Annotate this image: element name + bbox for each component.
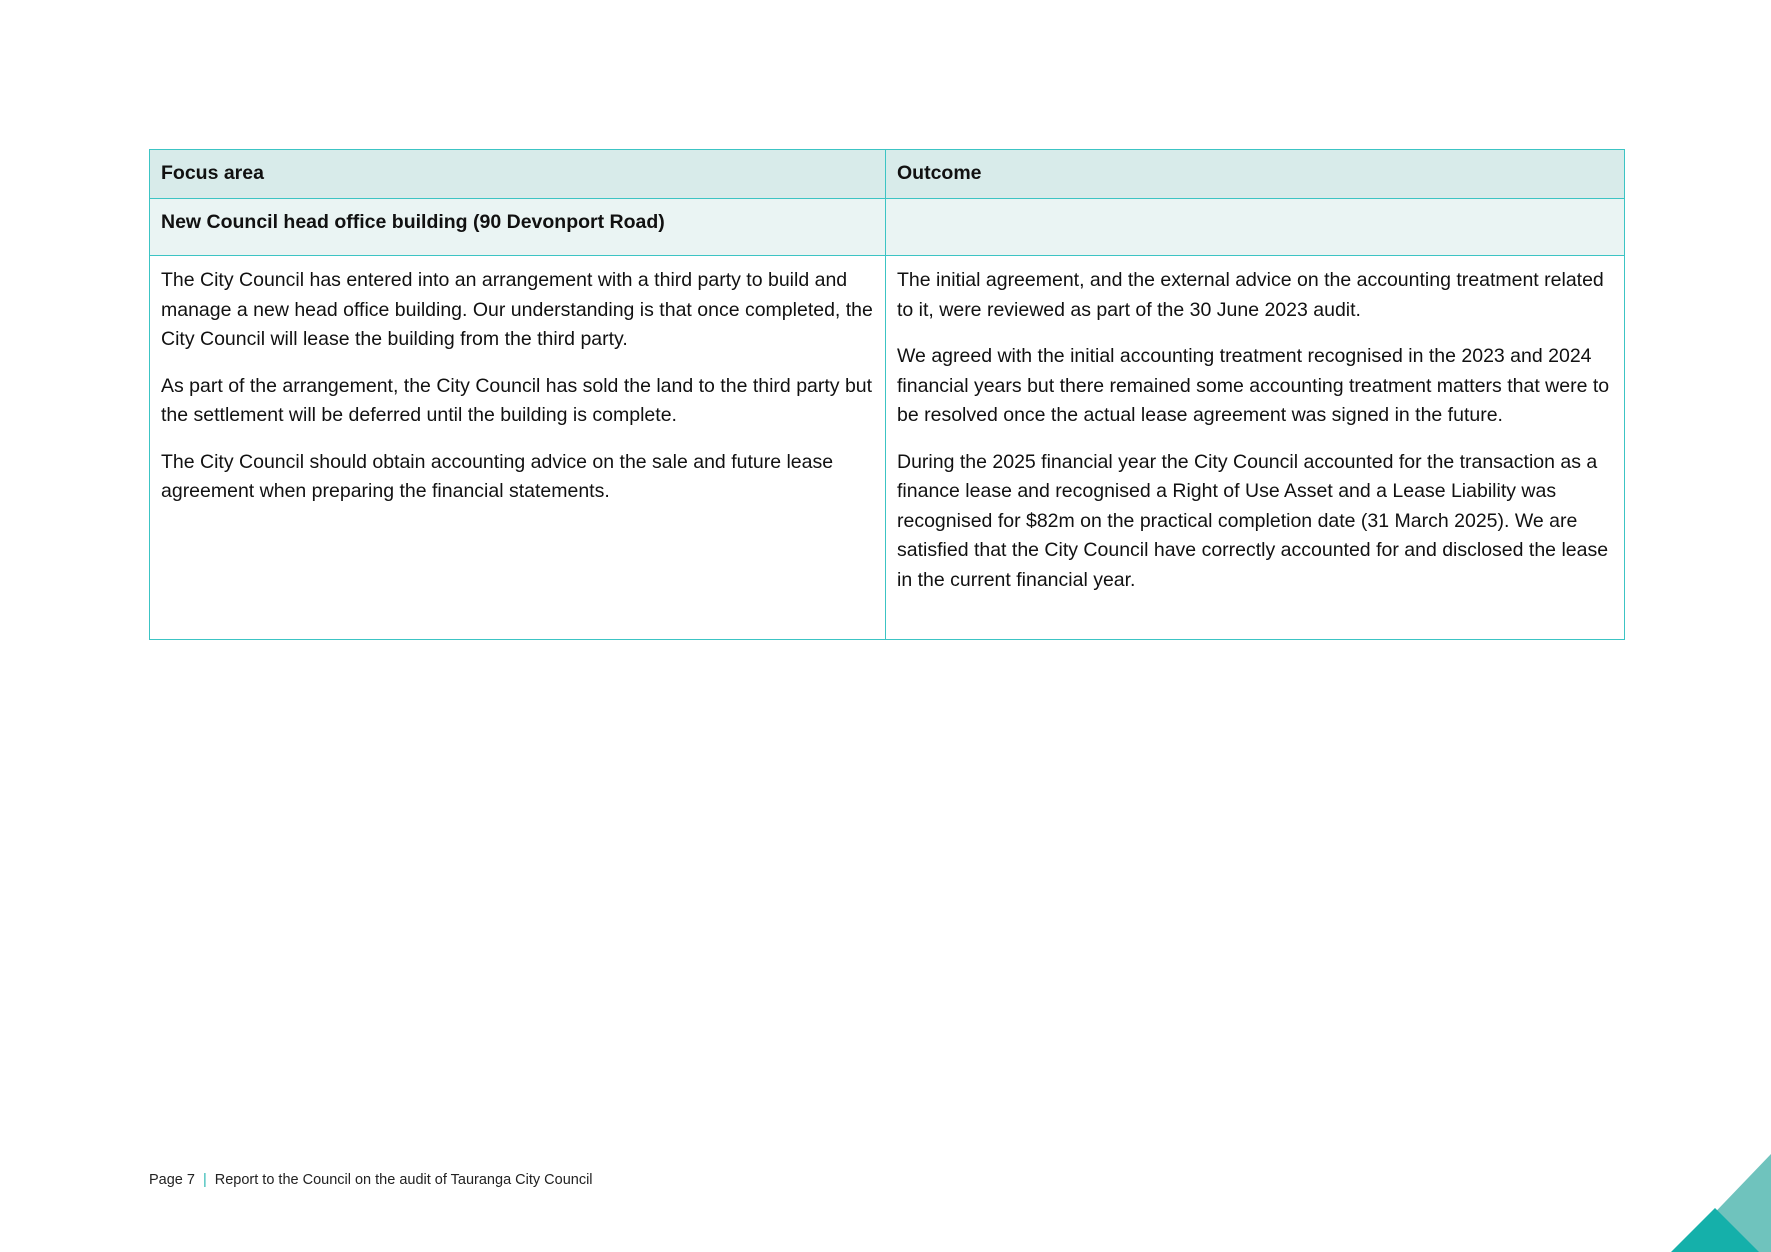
outcome-paragraph: The initial agreement, and the external advice on the accounting treatment related to it, were reviewed as part of the 30 June 2023 audit. — [897, 269, 1604, 321]
section-title: New Council head office building (90 Devonport Road) — [150, 199, 886, 256]
focus-paragraph: As part of the arrangement, the City Council has sold the land to the third party but the settlement will be deferred until the building is complete. — [161, 374, 873, 426]
page-footer — [149, 1172, 593, 1188]
table-header-row — [150, 150, 1625, 199]
focus-area-table — [149, 149, 1625, 640]
report-title: Report to the Council on the audit of Tauranga City Council — [214, 1172, 593, 1188]
corner-decoration-icon — [1671, 1152, 1771, 1252]
outcome-cell — [886, 256, 1625, 640]
outcome-paragraph: During the 2025 financial year the City Council accounted for the transaction as a finance lease and recognised a Right of Use Asset and a Lease Liability was recognised for $82m on the practical completion date (31 March 2025). We are satisfied that the City Council have correctly accounted for and disclosed the lease in the current financial year. — [897, 450, 1609, 591]
table-row — [150, 256, 1625, 640]
focus-paragraph: The City Council should obtain accounting advice on the sale and future lease agreement when preparing the financial statements. — [161, 450, 834, 502]
focus-area-header: Focus area — [150, 150, 886, 199]
section-title-empty-cell — [886, 199, 1625, 256]
outcome-header: Outcome — [886, 150, 1625, 199]
section-title-row — [150, 199, 1625, 256]
footer-separator: | — [202, 1172, 207, 1188]
focus-paragraph: The City Council has entered into an arrangement with a third party to build and manage a new head office building. Our understanding is that once completed, the City Council will lease the building from the third party. — [161, 269, 873, 350]
outcome-paragraph: We agreed with the initial accounting treatment recognised in the 2023 and 2024 financial years but there remained some accounting treatment matters that were to be resolved once the actual lease agreement was signed in the future. — [897, 345, 1610, 426]
focus-area-cell — [150, 256, 886, 640]
page-number: Page 7 — [149, 1172, 195, 1188]
